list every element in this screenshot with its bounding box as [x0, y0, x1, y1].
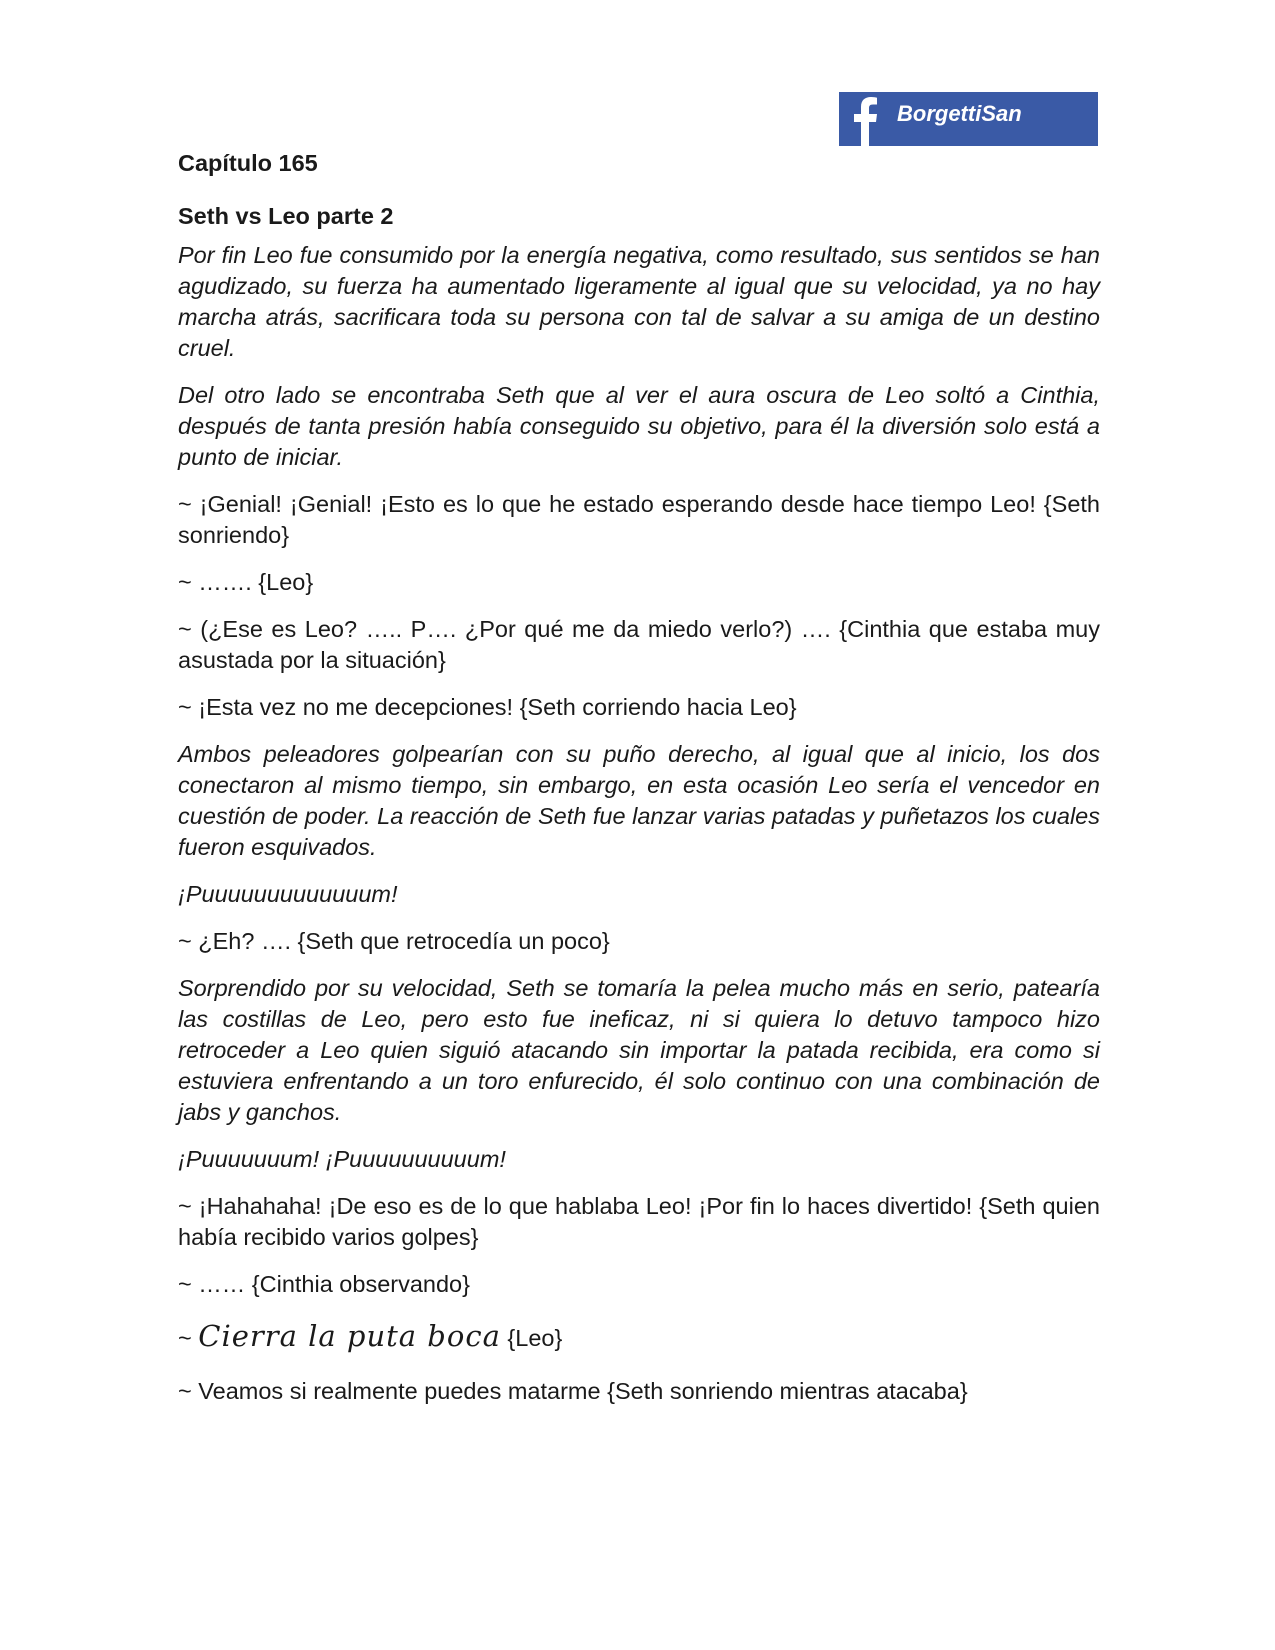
banner-name: BorgettiSan [897, 101, 1022, 126]
dialogue-paragraph: ~ ……. {Leo} [178, 569, 314, 595]
dialogue-paragraph: ~ ¿Eh? …. {Seth que retrocedía un poco} [178, 928, 610, 954]
narration-paragraph: Por fin Leo fue consumido por la energía negativa, como resultado, sus sentidos se han agudizado, su fuerza ha aumentado ligeramente al igual que su velocidad, ya no hay marcha atrás, sacrificara toda su persona con tal de salvar a su amiga de un destino cruel. [178, 242, 1100, 361]
dialogue-paragraph: ~ ¡Hahahaha! ¡De eso es de lo que hablaba Leo! ¡Por fin lo haces divertido! {Seth quien había recibido varios golpes} [178, 1193, 1100, 1250]
chapter-subtitle: Seth vs Leo parte 2 [178, 203, 394, 229]
dialogue-paragraph: ~ ¡Genial! ¡Genial! ¡Esto es lo que he estado esperando desde hace tiempo Leo! {Seth sonriendo} [178, 491, 1100, 548]
facebook-banner[interactable] [839, 92, 1098, 146]
handwritten-prefix: ~ [178, 1325, 199, 1351]
paragraph-list [178, 240, 1100, 1300]
narration-paragraph: Del otro lado se encontraba Seth que al ver el aura oscura de Leo soltó a Cinthia, después de tanta presión había conseguido su objetivo, para él la diversión solo está a punto de iniciar. [178, 382, 1100, 470]
handwritten-suffix: {Leo} [500, 1325, 563, 1351]
dialogue-paragraph: ~ …… {Cinthia observando} [178, 1271, 470, 1297]
handwritten-text: Cierra la puta boca [198, 1319, 501, 1353]
final-dialogue: ~ Veamos si realmente puedes matarme {Seth sonriendo mientras atacaba} [178, 1378, 968, 1404]
sound-paragraph: ¡Puuuuuuum! ¡Puuuuuuuuuum! [178, 1146, 506, 1172]
document-body [178, 144, 1100, 1423]
narration-paragraph: Sorprendido por su velocidad, Seth se tomaría la pelea mucho más en serio, patearía las costillas de Leo, pero esto fue ineficaz, ni si quiera lo detuvo tampoco hizo retroceder a Leo quien siguió atacando sin importar la patada recibida, era como si estuviera enfrentando a un toro enfurecido, él solo continuo con una combinación de jabs y ganchos. [178, 975, 1100, 1125]
dialogue-paragraph: ~ ¡Esta vez no me decepciones! {Seth corriendo hacia Leo} [178, 694, 797, 720]
sound-paragraph: ¡Puuuuuuuuuuuuum! [178, 881, 398, 907]
narration-paragraph: Ambos peleadores golpearían con su puño derecho, al igual que al inicio, los dos conectaron al mismo tiempo, sin embargo, en esta ocasión Leo sería el vencedor en cuestión de poder. La reacción de Seth fue lanzar varias patadas y puñetazos los cuales fueron esquivados. [178, 741, 1100, 860]
handwritten-dialogue [178, 1316, 1100, 1358]
dialogue-paragraph: ~ (¿Ese es Leo? ….. P…. ¿Por qué me da miedo verlo?) …. {Cinthia que estaba muy asustada por la situación} [178, 616, 1100, 673]
chapter-title: Capítulo 165 [178, 150, 318, 176]
facebook-icon [839, 92, 891, 146]
